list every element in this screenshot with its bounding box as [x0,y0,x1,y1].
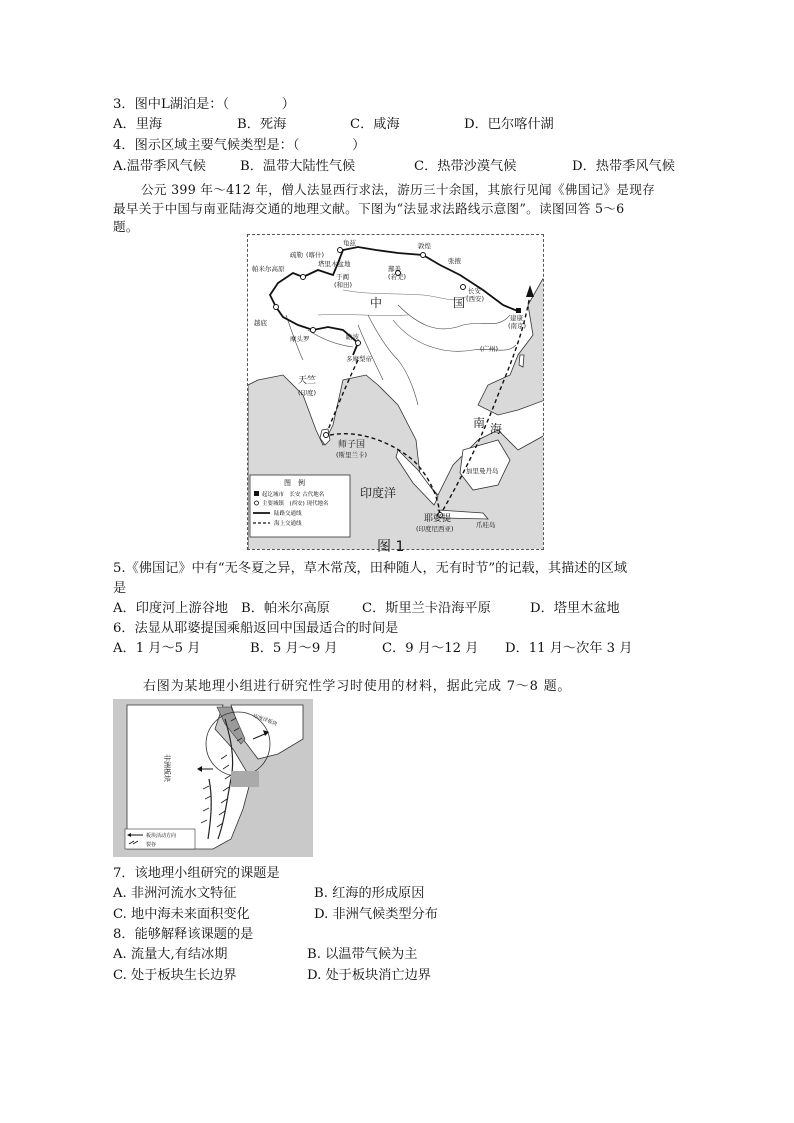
label-yepoti: 耶婆提 [424,514,452,524]
label-jiankang: 建康 [510,314,523,322]
label-yutian: 于阗 [336,273,349,281]
q8-option-c: C. 处于板块生长边界 [113,968,237,983]
legend-title: 图 例 [284,479,305,487]
q7-option-b: B. 红海的形成原因 [314,886,425,901]
label-shizi: 师子国 [338,440,366,450]
label-java: 爪哇岛 [476,521,496,529]
rift-valley-map-svg [113,699,313,857]
label-pamir: 帕米尔高原 [252,265,285,273]
label-guici: 龟兹 [343,239,356,247]
marker-zhanpo [356,341,361,346]
faxian-route-map [247,234,544,550]
passage-2: 右图为某地理小组进行研究性学习时使用的材料，据此完成 7～8 题。 [143,679,572,694]
label-shizi-modern: (斯里兰卡) [336,451,368,459]
river-4 [358,325,383,380]
label-changan-modern: (西安) [466,295,485,303]
faxian-route-map-svg [248,235,544,550]
label-kalimantan: 加里曼丹岛 [466,467,499,475]
label-yuezhi: 越底 [254,319,267,327]
q7-option-d: D. 非洲气候类型分布 [314,907,438,922]
q4-option-d: D．热带季风气候 [572,159,675,174]
map2-legend-row-1: 板块活动方向 [146,833,177,839]
marker-shizi [324,433,329,438]
label-tianzhu: 天竺 [298,376,317,386]
mountain-contour-1 [343,290,468,300]
label-jiaxiluo: 多摩梨帝 [346,355,372,363]
marker-dunhuang [421,253,426,258]
question-5-stem-line-1: 5.《佛国记》中有“无冬夏之异，草木常茂，田种随人，无有时节”的记载，其描述的区域 [113,561,627,576]
question-3-stem: 3．图中L湖泊是：（ ） [113,97,295,112]
q3-option-d: D．巴尔喀什湖 [464,117,554,132]
label-dunhuang: 敦煌 [418,242,431,250]
q3-option-b: B．死海 [237,117,287,132]
marker-yuezhi [274,305,279,310]
legend-row-1: 起讫城市 长安 古代地名 [262,492,325,498]
label-yepoti-modern: (印度尼西亚) [416,525,454,533]
label-zhanpo: 瞻波 [346,333,359,341]
passage-1-line-2: 最早关于中国与南亚陆海交通的地理文献。下图为“法显求法路线示意图”。读图回答 5～6 [113,201,625,216]
blurred-label [231,771,259,787]
passage-1-line-3: 题。 [113,219,139,234]
legend-box [125,829,195,849]
rift-valley-map [113,699,313,857]
map-legend [250,475,350,537]
question-8-stem: 8．能够解释该课题的是 [113,927,254,942]
label-changan: 长安 [468,287,481,295]
q4-option-b: B．温带大陆性气候 [240,159,356,174]
q5-option-d: D．塔里木盆地 [530,601,620,616]
arabian-plate-label: 印度洋板块 [252,713,278,728]
q6-option-c: C．9 月～12 月 [382,641,479,656]
q6-option-d: D．11 月～次年 3 月 [505,641,633,656]
marker-jiankang [516,308,521,313]
label-tarim: 塔里木盆地 [318,260,351,268]
q5-option-a: A．印度河上游谷地 [113,601,229,616]
q6-option-a: A．1 月～5 月 [113,641,201,656]
label-guangzhou: (广州) [480,345,499,353]
question-6-stem: 6．法显从耶婆提国乘船返回中国最适合的时间是 [113,621,399,636]
q8-option-b: B. 以温带气候为主 [307,947,418,962]
question-7-stem: 7．该地理小组研究的课题是 [113,866,280,881]
label-south-sea-1: 南 [473,416,486,430]
label-shule-modern: (喀什) [306,251,325,259]
mountain-contour-2 [318,314,408,315]
label-shanshan: 鄯善 [388,265,401,273]
island-taiwan [519,355,524,367]
label-south-sea-2: 海 [490,422,503,436]
figure-1-caption: 图 1 [377,539,405,555]
question-5-stem-line-2: 是 [113,581,127,596]
legend-row-3: 陆路交通线 [274,511,302,517]
q8-option-d: D. 处于板块消亡边界 [307,968,431,983]
marker-shule [301,275,306,280]
q5-option-b: B．帕米尔高原 [241,601,330,616]
sea-route-arrow [526,285,534,297]
label-china-2: 国 [453,296,466,310]
label-shanshan-modern: (若羌) [388,273,407,281]
q4-option-c: C．热带沙漠气候 [414,159,517,174]
q4-option-a: A.温带季风气候 [113,159,206,174]
label-tianzhu-modern: (印度) [298,389,317,397]
label-zhangye: 张掖 [448,257,461,265]
q3-option-c: C．咸海 [350,117,400,132]
question-4-stem: 4．图示区域主要气候类型是：（ ） [113,138,366,153]
q7-option-c: C. 地中海未来面积变化 [113,907,250,922]
q8-option-a: A. 流量大,有结冰期 [113,947,228,962]
q5-option-c: C．斯里兰卡沿海平原 [362,601,491,616]
legend-row-4: 海上交通线 [274,521,302,527]
label-motouluo: 摩头罗 [290,335,310,343]
q6-option-b: B．5 月～9 月 [250,641,338,656]
map2-legend-row-2: 裂谷 [146,842,157,848]
label-indian-ocean: 印度洋 [360,486,397,500]
q7-option-a: A. 非洲河流水文特征 [113,886,237,901]
marker-guici [338,248,343,253]
africa-plate-label: 非洲板块 [163,754,171,782]
label-yutian-modern: (和田) [334,281,353,289]
legend-row-2: 主要城镇 (西安) 现代地名 [262,501,329,507]
marker-changan [461,285,466,290]
label-shule: 疏勒 [290,251,303,259]
marker-motouluo [311,328,316,333]
q3-option-a: A．里海 [113,117,163,132]
passage-1-line-1: 公元 399 年～412 年，僧人法显西行求法，游历三十余国，其旅行见闻《佛国记》是现存 [141,182,656,197]
label-china-1: 中 [370,296,383,310]
label-jiankang-modern: (南京) [508,322,527,330]
